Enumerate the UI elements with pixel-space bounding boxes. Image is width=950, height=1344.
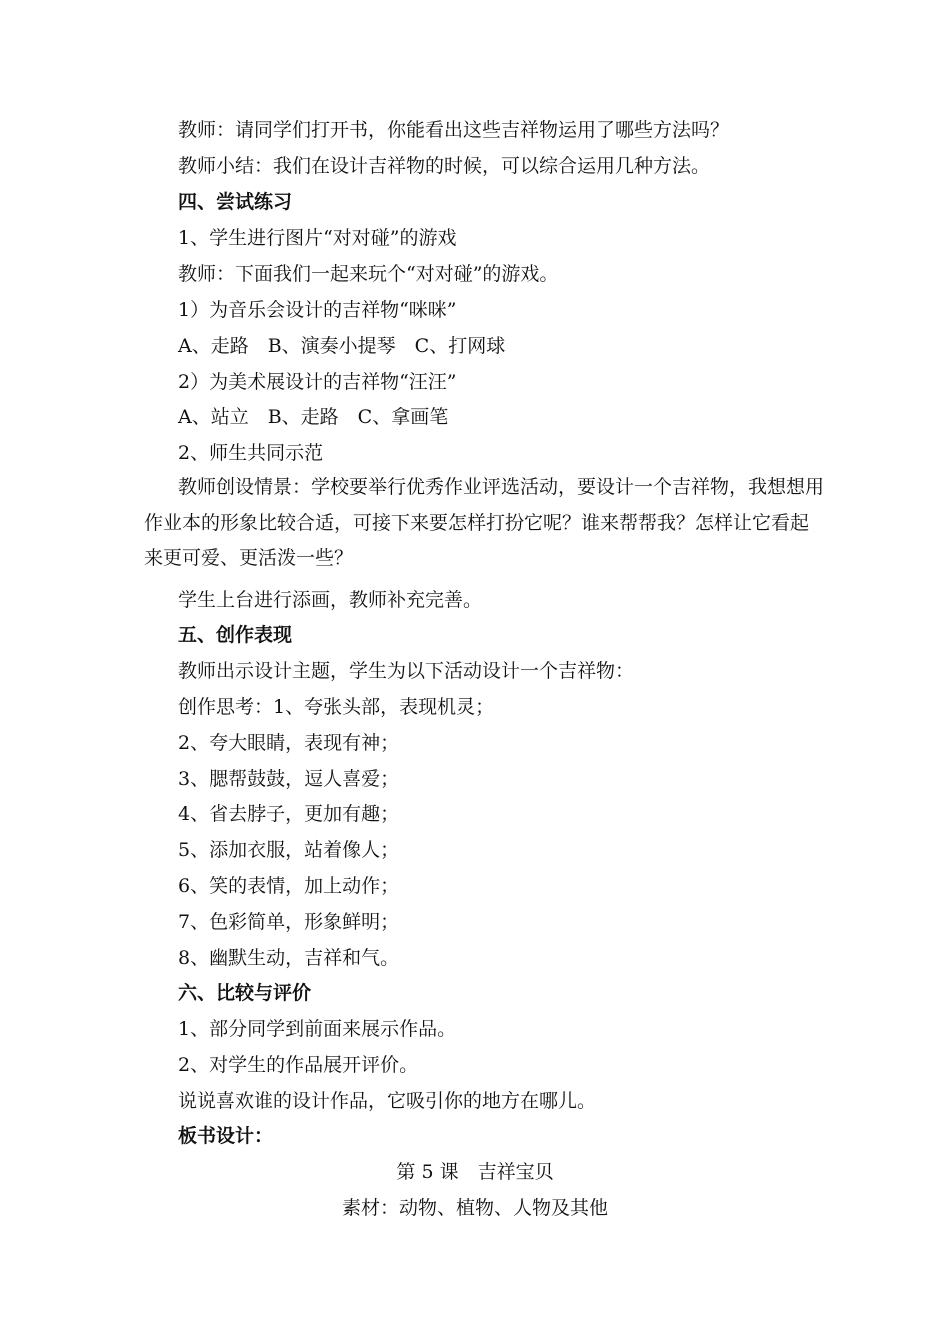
text-line: 教师：下面我们一起来玩个“对对碰”的游戏。 <box>178 263 559 285</box>
section-heading: 六、比较与评价 <box>178 982 312 1004</box>
section-heading: 板书设计： <box>178 1125 274 1147</box>
text-line: 教师：请同学们打开书，你能看出这些吉祥物运用了哪些方法吗？ <box>178 119 730 141</box>
text-line: 3、腮帮鼓鼓，逗人喜爱； <box>178 768 400 790</box>
text-line: 教师小结：我们在设计吉祥物的时候，可以综合运用几种方法。 <box>178 155 711 177</box>
text-line: A、走路 B、演奏小提琴 C、打网球 <box>178 335 506 357</box>
text-line: 说说喜欢谁的设计作品，它吸引你的地方在哪儿。 <box>178 1090 597 1112</box>
text-line: 2、夸大眼睛，表现有神； <box>178 732 400 754</box>
text-line: 2）为美术展设计的吉祥物“汪汪” <box>178 371 457 393</box>
section-heading: 四、尝试练习 <box>178 191 293 213</box>
text-line: 4、省去脖子，更加有趣； <box>178 803 400 825</box>
section-heading: 五、创作表现 <box>178 624 293 646</box>
text-line: 7、色彩简单，形象鲜明； <box>178 911 400 933</box>
text-line: 创作思考：1、夸张头部，表现机灵； <box>178 696 495 718</box>
text-line: 学生上台进行添画，教师补充完善。 <box>178 589 483 611</box>
text-line: 2、师生共同示范 <box>178 442 324 464</box>
text-line: 1、学生进行图片“对对碰”的游戏 <box>178 227 457 249</box>
text-line: 1）为音乐会设计的吉祥物“咪咪” <box>178 299 457 321</box>
text-line: 8、幽默生动，吉祥和气。 <box>178 947 400 969</box>
text-line: 6、笑的表情，加上动作； <box>178 875 400 897</box>
text-line: 5、添加衣服，站着像人； <box>178 839 400 861</box>
board-title: 第 5 课 吉祥宝贝 <box>396 1161 554 1183</box>
text-line: 教师出示设计主题，学生为以下活动设计一个吉祥物： <box>178 660 635 682</box>
paragraph: 教师创设情景：学校要举行优秀作业评选活动，要设计一个吉祥物，我想想用作业本的形象比较合适，可接下来要怎样打扮它呢？谁来帮帮我？怎样让它看起来更可爱、更活泼一些？ <box>144 476 825 569</box>
text-line: 1、部分同学到前面来展示作品。 <box>178 1018 457 1040</box>
text-line: 2、对学生的作品展开评价。 <box>178 1054 419 1076</box>
text-line: A、站立 B、走路 C、拿画笔 <box>178 406 449 428</box>
board-line: 素材：动物、植物、人物及其他 <box>341 1197 608 1219</box>
